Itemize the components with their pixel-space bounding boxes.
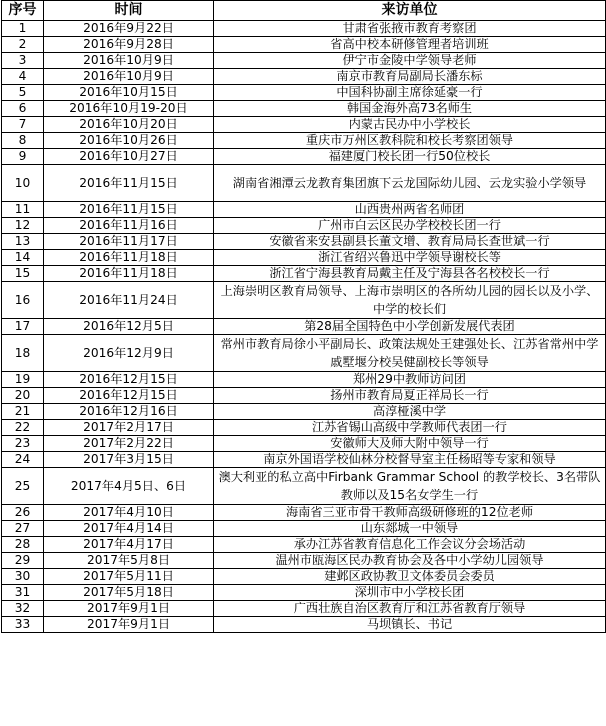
cell-unit: 安徽师大及师大附中领导一行 — [214, 436, 606, 452]
cell-no: 9 — [2, 149, 44, 165]
cell-no: 12 — [2, 218, 44, 234]
cell-time: 2016年10月9日 — [44, 69, 214, 85]
cell-time: 2017年4月5日、6日 — [44, 468, 214, 505]
cell-no: 8 — [2, 133, 44, 149]
cell-no: 21 — [2, 404, 44, 420]
table-row — [2, 569, 606, 585]
cell-time: 2017年9月1日 — [44, 601, 214, 617]
cell-unit: 承办江苏省教育信息化工作会议分会场活动 — [214, 537, 606, 553]
table-row — [2, 372, 606, 388]
cell-unit: 高淳桠溪中学 — [214, 404, 606, 420]
cell-unit: 湖南省湘潭云龙教育集团旗下云龙国际幼儿园、云龙实验小学领导 — [214, 165, 606, 202]
cell-time: 2016年9月22日 — [44, 21, 214, 37]
table-row — [2, 585, 606, 601]
cell-time: 2016年11月16日 — [44, 218, 214, 234]
cell-no: 28 — [2, 537, 44, 553]
cell-no: 3 — [2, 53, 44, 69]
cell-no: 19 — [2, 372, 44, 388]
cell-time: 2017年4月10日 — [44, 505, 214, 521]
cell-time: 2016年11月18日 — [44, 250, 214, 266]
cell-unit: 浙江省宁海县教育局戴主任及宁海县各名校校长一行 — [214, 266, 606, 282]
table-row — [2, 117, 606, 133]
table-row — [2, 452, 606, 468]
cell-time: 2016年10月15日 — [44, 85, 214, 101]
cell-time: 2017年9月1日 — [44, 617, 214, 633]
table-row — [2, 404, 606, 420]
cell-unit: 澳大利亚的私立高中Firbank Grammar School 的教学校长、3名带队教师以及15名女学生一行 — [214, 468, 606, 505]
cell-time: 2016年10月20日 — [44, 117, 214, 133]
cell-no: 15 — [2, 266, 44, 282]
cell-time: 2016年10月26日 — [44, 133, 214, 149]
table-row — [2, 617, 606, 633]
cell-unit: 上海崇明区教育局领导、上海市崇明区的各所幼儿园的园长以及小学、中学的校长们 — [214, 282, 606, 319]
table-body — [2, 21, 606, 633]
header-no: 序号 — [2, 1, 44, 21]
cell-no: 4 — [2, 69, 44, 85]
cell-unit: 省高中校本研修管理者培训班 — [214, 37, 606, 53]
cell-no: 13 — [2, 234, 44, 250]
cell-no: 33 — [2, 617, 44, 633]
cell-no: 27 — [2, 521, 44, 537]
cell-time: 2017年2月22日 — [44, 436, 214, 452]
cell-unit: 安徽省来安县副县长董文增、教育局局长查世斌一行 — [214, 234, 606, 250]
cell-unit: 山东郯城一中领导 — [214, 521, 606, 537]
table-row — [2, 165, 606, 202]
table-row — [2, 202, 606, 218]
cell-no: 1 — [2, 21, 44, 37]
cell-unit: 深圳市中小学校长团 — [214, 585, 606, 601]
cell-time: 2016年9月28日 — [44, 37, 214, 53]
cell-time: 2016年12月15日 — [44, 372, 214, 388]
cell-unit: 福建厦门校长团一行50位校长 — [214, 149, 606, 165]
cell-no: 24 — [2, 452, 44, 468]
cell-time: 2017年5月18日 — [44, 585, 214, 601]
cell-unit: 广州市白云区民办学校校长团一行 — [214, 218, 606, 234]
cell-time: 2016年12月5日 — [44, 319, 214, 335]
cell-unit: 南京外国语学校仙林分校督导室主任杨昭等专家和领导 — [214, 452, 606, 468]
cell-no: 2 — [2, 37, 44, 53]
table-row — [2, 21, 606, 37]
table-row — [2, 420, 606, 436]
cell-unit: 郑州29中教师访问团 — [214, 372, 606, 388]
cell-time: 2016年10月27日 — [44, 149, 214, 165]
cell-no: 17 — [2, 319, 44, 335]
cell-unit: 常州市教育局徐小平副局长、政策法规处王建强处长、江苏省常州中学戚墅堰分校吴健副校长等领导 — [214, 335, 606, 372]
cell-no: 26 — [2, 505, 44, 521]
table-row — [2, 468, 606, 505]
cell-unit: 南京市教育局副局长潘东标 — [214, 69, 606, 85]
cell-no: 32 — [2, 601, 44, 617]
cell-unit: 马坝镇长、书记 — [214, 617, 606, 633]
table-row — [2, 601, 606, 617]
cell-no: 25 — [2, 468, 44, 505]
table-header-row — [2, 1, 606, 21]
cell-no: 5 — [2, 85, 44, 101]
cell-unit: 浙江省绍兴鲁迅中学领导谢校长等 — [214, 250, 606, 266]
cell-time: 2016年12月16日 — [44, 404, 214, 420]
cell-no: 23 — [2, 436, 44, 452]
cell-time: 2017年2月17日 — [44, 420, 214, 436]
cell-no: 29 — [2, 553, 44, 569]
cell-no: 10 — [2, 165, 44, 202]
cell-unit: 韩国金海外高73名师生 — [214, 101, 606, 117]
table-row — [2, 282, 606, 319]
cell-unit: 海南省三亚市骨干教师高级研修班的12位老师 — [214, 505, 606, 521]
table-row — [2, 218, 606, 234]
cell-no: 22 — [2, 420, 44, 436]
table-row — [2, 37, 606, 53]
table-row — [2, 388, 606, 404]
cell-time: 2016年11月24日 — [44, 282, 214, 319]
cell-unit: 山西贵州两省名师团 — [214, 202, 606, 218]
cell-time: 2017年4月17日 — [44, 537, 214, 553]
cell-time: 2016年11月15日 — [44, 165, 214, 202]
cell-time: 2016年11月17日 — [44, 234, 214, 250]
cell-time: 2016年12月15日 — [44, 388, 214, 404]
cell-unit: 伊宁市金陵中学领导老师 — [214, 53, 606, 69]
cell-time: 2016年11月15日 — [44, 202, 214, 218]
table-row — [2, 85, 606, 101]
header-time: 时间 — [44, 1, 214, 21]
cell-time: 2017年5月11日 — [44, 569, 214, 585]
cell-time: 2016年11月18日 — [44, 266, 214, 282]
table-row — [2, 149, 606, 165]
header-unit: 来访单位 — [214, 1, 606, 21]
table-row — [2, 133, 606, 149]
table-row — [2, 335, 606, 372]
cell-unit: 江苏省锡山高级中学教师代表团一行 — [214, 420, 606, 436]
cell-no: 6 — [2, 101, 44, 117]
cell-unit: 内蒙古民办中小学校长 — [214, 117, 606, 133]
cell-no: 16 — [2, 282, 44, 319]
table-row — [2, 553, 606, 569]
table-row — [2, 69, 606, 85]
cell-time: 2017年5月8日 — [44, 553, 214, 569]
cell-unit: 扬州市教育局夏正祥局长一行 — [214, 388, 606, 404]
table-row — [2, 101, 606, 117]
cell-no: 20 — [2, 388, 44, 404]
cell-time: 2017年4月14日 — [44, 521, 214, 537]
cell-time: 2016年10月9日 — [44, 53, 214, 69]
cell-no: 30 — [2, 569, 44, 585]
table-row — [2, 521, 606, 537]
table-row — [2, 505, 606, 521]
cell-no: 18 — [2, 335, 44, 372]
cell-no: 31 — [2, 585, 44, 601]
cell-unit: 中国科协副主席徐延豪一行 — [214, 85, 606, 101]
table-row — [2, 266, 606, 282]
cell-unit: 第28届全国特色中小学创新发展代表团 — [214, 319, 606, 335]
cell-unit: 建邺区政协教卫文体委员会委员 — [214, 569, 606, 585]
table-row — [2, 537, 606, 553]
table-row — [2, 319, 606, 335]
table-row — [2, 436, 606, 452]
cell-no: 11 — [2, 202, 44, 218]
cell-time: 2016年10月19-20日 — [44, 101, 214, 117]
visitor-table — [1, 0, 606, 633]
cell-time: 2016年12月9日 — [44, 335, 214, 372]
cell-unit: 甘肃省张掖市教育考察团 — [214, 21, 606, 37]
cell-unit: 温州市瓯海区民办教育协会及各中小学幼儿园领导 — [214, 553, 606, 569]
cell-time: 2017年3月15日 — [44, 452, 214, 468]
cell-unit: 重庆市万州区教科院和校长考察团领导 — [214, 133, 606, 149]
table-row — [2, 250, 606, 266]
cell-no: 14 — [2, 250, 44, 266]
table-row — [2, 53, 606, 69]
cell-no: 7 — [2, 117, 44, 133]
table-row — [2, 234, 606, 250]
cell-unit: 广西壮族自治区教育厅和江苏省教育厅领导 — [214, 601, 606, 617]
